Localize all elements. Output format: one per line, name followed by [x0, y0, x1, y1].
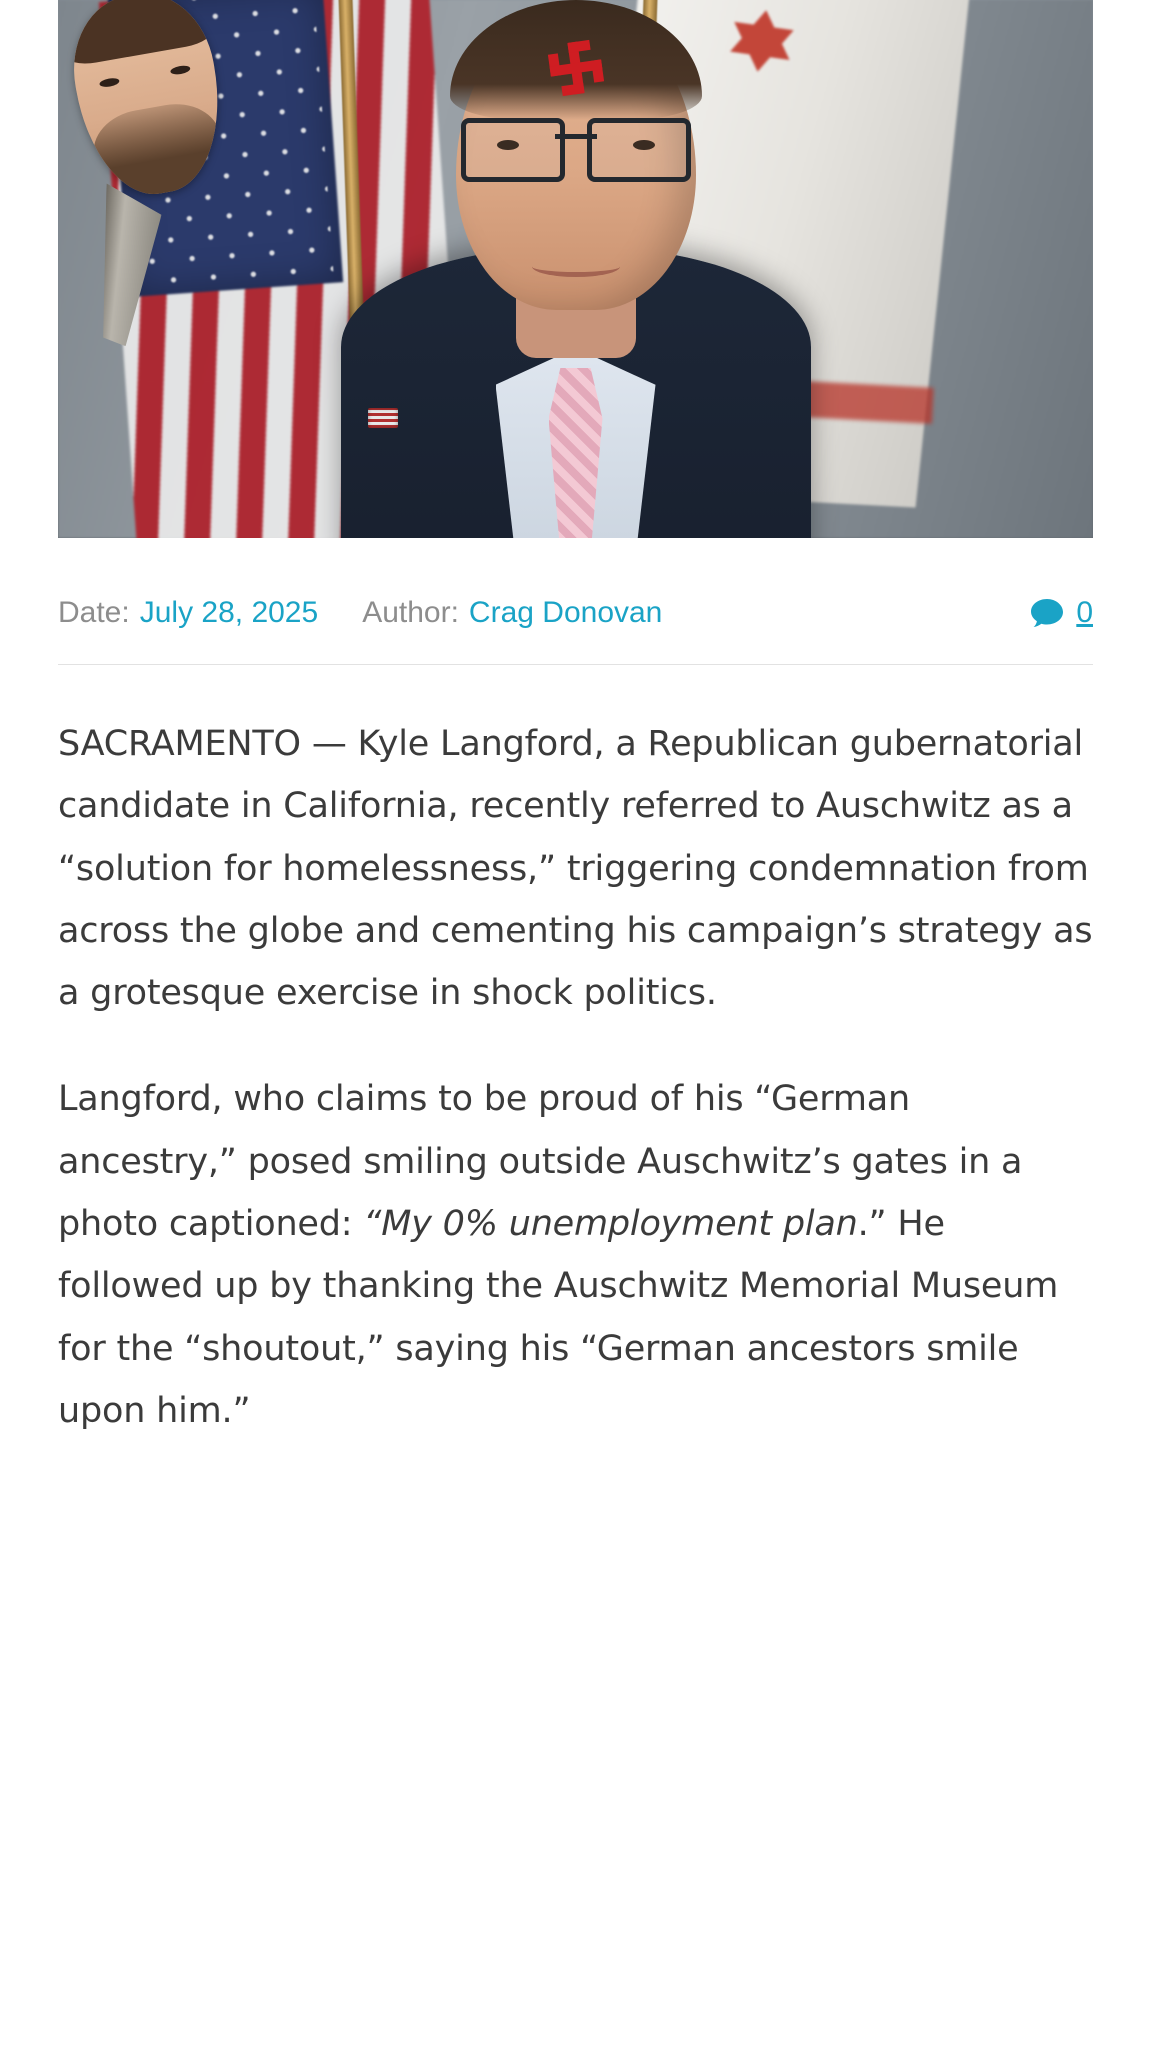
meme-face-hair — [62, 0, 216, 68]
featured-photo — [58, 0, 1093, 538]
author-label: Author: — [362, 596, 459, 629]
eyeglasses-icon — [461, 118, 691, 176]
subject-mouth — [532, 256, 620, 277]
paragraph-text: .” He followed up by thanking the Auschwitz Memorial Museum for the “shoutout,” saying his “German ancestors smile upon him.” — [58, 1204, 1059, 1431]
paragraph-italic-quote: “My 0% unemployment plan — [363, 1204, 858, 1245]
meme-face-eye-right — [170, 64, 191, 75]
eyeglass-bridge — [555, 134, 597, 139]
article-meta — [58, 538, 1093, 665]
subject-eye-left — [497, 140, 519, 150]
meme-face-eye-left — [99, 77, 120, 88]
california-flag-star — [730, 6, 796, 60]
subject-eye-right — [633, 140, 655, 150]
article-paragraph — [58, 1068, 1093, 1442]
featured-image — [58, 0, 1093, 538]
eyeglass-lens-left — [461, 118, 565, 182]
comment-bubble-icon — [1030, 598, 1064, 628]
article-paragraph — [58, 713, 1093, 1024]
paragraph-text: SACRAMENTO — Kyle Langford, a Republican gubernatorial candidate in California, recently referred to Auschwitz as a “solution for homelessness,” triggering condemnation from across the globe and cementing his campaign’s strategy as a grotesque exercise in shock politics. — [58, 724, 1093, 1014]
comments-link[interactable] — [1030, 596, 1093, 630]
swastika-drawing-icon — [546, 39, 605, 98]
author-link[interactable]: Crag Donovan — [468, 596, 663, 629]
meta-left-group — [58, 596, 662, 630]
comment-count: 0 — [1076, 596, 1093, 629]
article-body — [58, 665, 1093, 1442]
eyeglass-lens-right — [587, 118, 691, 182]
flag-lapel-pin-icon — [368, 408, 398, 428]
date-label: Date: — [58, 596, 130, 629]
paragraph-text: Langford, who claims to be proud of his “German ancestry,” posed smiling outside Auschwitz’s gates in a photo captioned: — [58, 1079, 1023, 1245]
date-link[interactable]: July 28, 2025 — [139, 596, 319, 629]
